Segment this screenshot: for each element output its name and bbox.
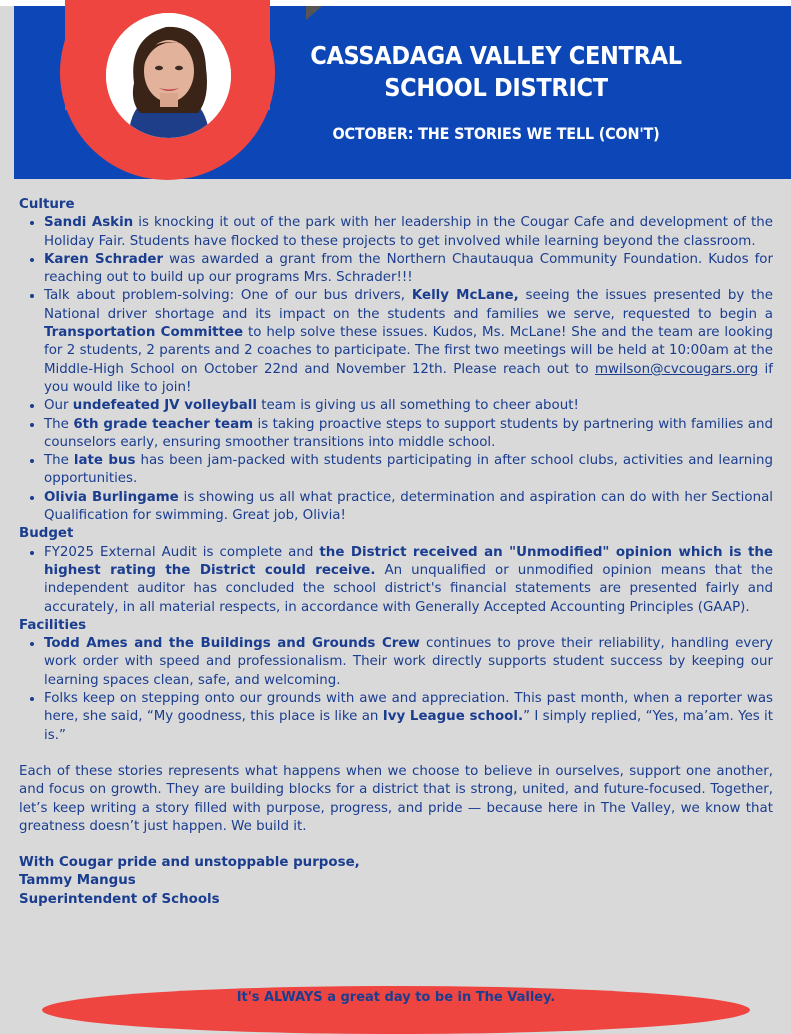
section-heading-facilities: Facilities	[19, 617, 87, 633]
superintendent-photo	[106, 13, 231, 138]
email-link[interactable]: mwilson@cvcougars.org	[594, 361, 759, 377]
item-text: FY2025 External Audit is complete and	[44, 544, 320, 560]
signature-line-1: With Cougar pride and unstoppable purpose,	[19, 855, 360, 871]
list-item	[44, 251, 773, 288]
title-line-1: CASSADAGA VALLEY CENTRAL	[310, 41, 682, 70]
list-item	[44, 416, 773, 453]
footer-tagline: It's ALWAYS a great day to be in The Valley.	[236, 990, 556, 1005]
district-title	[300, 40, 692, 104]
budget-list	[19, 544, 773, 617]
highlight-name: Sandi Askin	[44, 215, 134, 231]
item-text: Our	[44, 398, 73, 414]
highlight-audit: the District received an "Unmodified" opinion which is the highest rating the District could receive.	[44, 544, 773, 578]
item-text: is knocking it out of the park with her leadership in the Cougar Cafe and development of the Holiday Fair. Students have flocked to these projects to get involved while learning beyond the classroom.	[44, 215, 773, 249]
item-text: continues to prove their reliability, handling every work order with speed and professionalism. Their work directly supports student success by keeping our learning spaces clean, safe, and welcoming.	[44, 636, 773, 688]
list-item	[44, 489, 773, 526]
list-item	[44, 287, 773, 397]
portrait-image	[106, 13, 231, 138]
highlight-name: Karen Schrader	[44, 251, 164, 267]
highlight-name: Todd Ames and the Buildings and Grounds Crew	[44, 636, 420, 652]
signature-title: Superintendent of Schools	[19, 891, 220, 907]
highlight-team: 6th grade teacher team	[73, 416, 254, 432]
list-item	[44, 214, 773, 251]
item-text: ” I simply replied, “Yes, ma’am. Yes it is.”	[44, 709, 774, 743]
item-text: The	[44, 453, 74, 469]
highlight-quote: Ivy League school.	[382, 709, 524, 725]
item-text: was awarded a grant from the Northern Chautauqua Community Foundation. Kudos for reaching out to build up our programs Mrs. Schrader!!!	[44, 251, 773, 286]
item-text: has been jam-packed with students participating in after school clubs, activities and learning opportunities.	[44, 453, 774, 487]
item-text: The	[44, 416, 74, 432]
signature-block	[19, 854, 773, 909]
item-text: if you would like to join!	[44, 361, 773, 395]
highlight-committee: Transportation Committee	[44, 325, 244, 341]
list-item	[44, 397, 773, 415]
culture-list	[19, 214, 773, 525]
facilities-list	[19, 635, 773, 745]
closing-paragraph: Each of these stories represents what happens when we choose to believe in ourselves, support one another, and focus on growth. They are building blocks for a district that is strong, united, and future-focused. Together, let’s keep writing a story filled with purpose, progress, and pride — because here in The Valley, we know that greatness doesn’t just happen. We build it.	[19, 763, 773, 834]
highlight-team: undefeated JV volleyball	[72, 398, 257, 414]
highlight-name: Kelly McLane,	[411, 288, 519, 304]
list-item	[44, 635, 773, 690]
item-text: to help solve these issues. Kudos, Ms. McLane! She and the team are looking for 2 students, 2 parents and 2 coaches to participate. The first two meetings will be held at 10:00am at the Middle-High School on October 22nd and November 12th. Please reach out to	[44, 325, 773, 377]
highlight-name: Olivia Burlingame	[44, 489, 179, 505]
item-text: seeing the issues presented by the National driver shortage and its impact on the students and families we serve, requested to begin a	[44, 288, 774, 322]
list-item	[44, 452, 773, 489]
list-item	[44, 544, 773, 617]
newsletter-body	[19, 196, 773, 909]
section-heading-culture: Culture	[19, 197, 75, 212]
item-text: An unqualified or unmodified opinion means that the independent auditor has concluded the school district's financial statements are presented fairly and accurately, in all material respects, in accordance with Generally Accepted Accounting Principles (GAAP).	[44, 562, 773, 615]
item-text: is showing us all what practice, determination and aspiration can do with her Sectional Qualification for swimming. Great job, Olivia!	[44, 489, 773, 524]
item-text: Talk about problem-solving: One of our bus drivers,	[44, 288, 412, 304]
signature-name: Tammy Mangus	[19, 873, 136, 889]
item-text: team is giving us all something to cheer about!	[256, 398, 579, 414]
item-text: Folks keep on stepping onto our grounds with awe and appreciation. This past month, when a reporter was here, she said, “My goodness, this place is like an	[44, 691, 773, 725]
item-text: is taking proactive steps to support students by partnering with families and counselors early, ensuring smoother transitions into middle school.	[44, 416, 773, 450]
list-item	[44, 690, 773, 745]
corner-mark	[306, 6, 322, 20]
highlight-topic: late bus	[73, 453, 136, 469]
newsletter-subtitle: OCTOBER: THE STORIES WE TELL (CON'T)	[332, 124, 660, 143]
section-heading-budget: Budget	[19, 526, 74, 542]
title-line-2: SCHOOL DISTRICT	[384, 73, 608, 102]
